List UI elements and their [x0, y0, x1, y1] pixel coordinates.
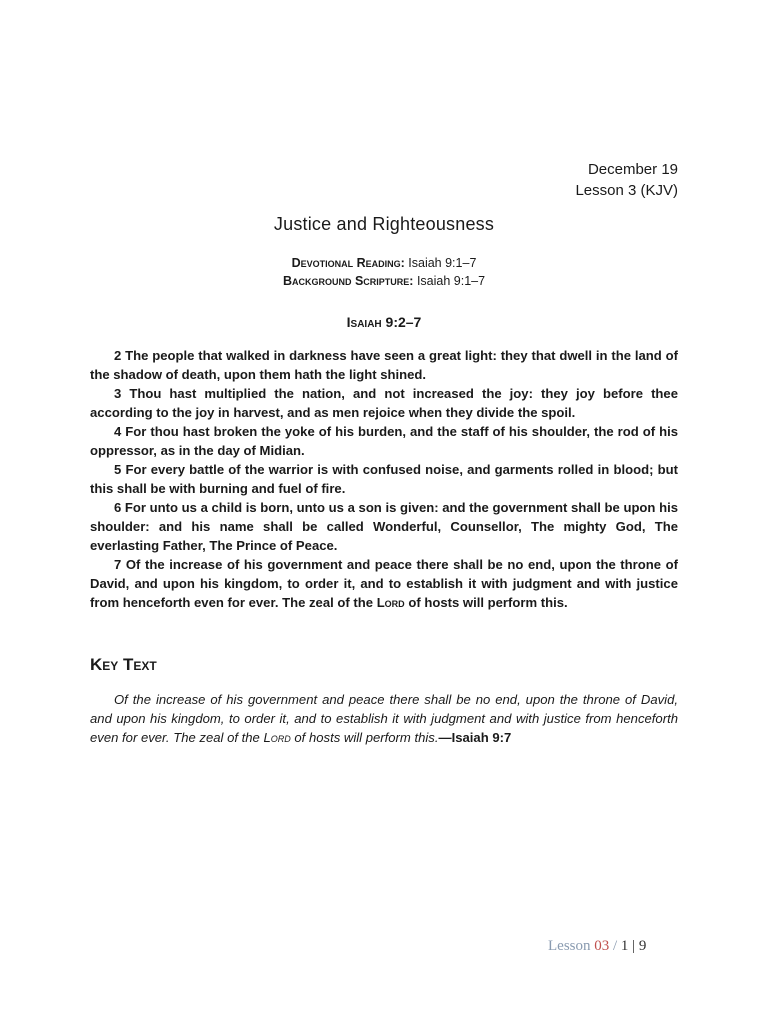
background-scripture — [0, 272, 768, 290]
footer-slash: / — [609, 938, 621, 954]
footer-page-number: 1 | 9 — [620, 938, 647, 954]
background-scripture-label: Background Scripture: — [282, 274, 414, 288]
verse-7-text: 7 Of the increase of his government and peace there shall be no end, upon the throne of David, and upon his kingdom, to order it, and to establish it with judgment and with justice from henceforth even for ever. The zeal of the — [90, 557, 678, 610]
lesson-number: Lesson 3 (KJV) — [575, 182, 678, 199]
verse-4: 4 For thou hast broken the yoke of his burden, and the staff of his shoulder, the rod of his oppressor, as in the day of Midian. — [90, 424, 678, 458]
key-text-reference: —Isaiah 9:7 — [438, 730, 512, 745]
scripture-passage — [90, 346, 678, 612]
devotional-reading-value: Isaiah 9:1–7 — [408, 256, 477, 270]
verse-6: 6 For unto us a child is born, unto us a son is given: and the government shall be upon his shoulder: and his name shall be called Wonderful, Counsellor, The mighty God, The everlasting Father, The Prince of Peace. — [90, 500, 678, 553]
verse-7-end: of hosts will perform this. — [404, 595, 568, 610]
key-text-end: of hosts will perform this. — [290, 730, 439, 745]
lesson-meta — [575, 159, 678, 201]
verse-7 — [90, 555, 678, 612]
passage-heading: Isaiah 9:2–7 — [346, 314, 422, 330]
page-footer — [548, 938, 646, 955]
verse-3: 3 Thou hast multiplied the nation, and not increased the joy: they joy before thee according to the joy in harvest, and as men rejoice when they divide the spoil. — [90, 386, 678, 420]
key-text-heading: Key Text — [90, 655, 157, 674]
footer-lesson-number: 03 — [594, 938, 610, 954]
readings — [0, 254, 768, 290]
verse-7-lord: Lord — [376, 595, 405, 610]
key-text-lord: Lord — [263, 730, 291, 745]
key-text — [90, 690, 678, 747]
devotional-reading-label: Devotional Reading: — [291, 256, 405, 270]
verse-2: 2 The people that walked in darkness have seen a great light: they that dwell in the land of the shadow of death, upon them hath the light shined. — [90, 348, 678, 382]
lesson-date: December 19 — [587, 161, 678, 178]
background-scripture-value: Isaiah 9:1–7 — [416, 274, 486, 288]
footer-lesson-word: Lesson — [548, 938, 595, 954]
devotional-reading — [0, 254, 768, 272]
verse-5: 5 For every battle of the warrior is with confused noise, and garments rolled in blood; but this shall be with burning and fuel of fire. — [90, 462, 678, 496]
page-title: Justice and Righteousness — [273, 214, 495, 234]
key-text-body: Of the increase of his government and peace there shall be no end, upon the throne of David, and upon his kingdom, to order it, and to establish it with judgment and with justice from henceforth even for ever. The zeal of the — [90, 692, 678, 745]
